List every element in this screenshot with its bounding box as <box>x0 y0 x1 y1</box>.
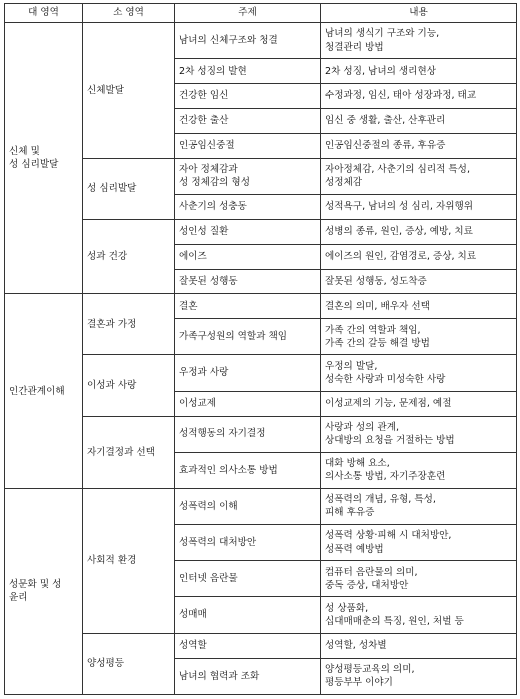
minor-area-cell <box>83 158 175 219</box>
cell-line: 윤리 <box>9 592 28 604</box>
cell-line: 2차 성징, 남녀의 생리현상 <box>325 65 436 77</box>
cell-line: 의사소통 방법, 자기주장훈련 <box>325 471 446 483</box>
cell-line: 성인성 질환 <box>179 226 229 238</box>
content-cell <box>321 319 517 355</box>
cell-line: 성 심리발달 <box>87 183 137 195</box>
cell-line: 건강한 임신 <box>179 90 229 102</box>
content-cell <box>321 23 517 59</box>
cell-line: 남녀의 생식기 구조와 기능, <box>325 28 440 40</box>
content-cell <box>321 452 517 488</box>
topic-cell <box>175 319 321 355</box>
content-cell <box>321 633 517 658</box>
cell-line: 남녀의 신체구조와 청결 <box>179 34 278 46</box>
cell-line: 결혼과 가정 <box>87 318 137 330</box>
topic-cell <box>175 269 321 294</box>
cell-line: 자기결정과 선택 <box>87 446 155 458</box>
cell-line: 수정과정, 임신, 태아 성장과정, 태교 <box>325 90 477 102</box>
header-content: 내용 <box>321 4 517 23</box>
minor-area-cell <box>83 488 175 633</box>
topic-cell <box>175 525 321 561</box>
topic-cell <box>175 658 321 695</box>
cell-line: 성적행동의 자기결정 <box>179 428 266 440</box>
content-cell <box>321 244 517 269</box>
cell-line: 가족구성원의 역할과 책임 <box>179 331 288 343</box>
cell-line: 성문화 및 성 <box>9 579 62 591</box>
cell-line: 가족 간의 갈등 해결 방법 <box>325 337 430 349</box>
cell-line: 에이즈 <box>179 250 207 262</box>
topic-cell <box>175 244 321 269</box>
cell-line: 중독 증상, 대처방안 <box>325 579 409 591</box>
content-cell <box>321 108 517 133</box>
cell-line: 자아정체감, 사춘기의 심리적 특성, <box>325 164 470 176</box>
topic-cell <box>175 59 321 84</box>
topic-cell <box>175 452 321 488</box>
content-cell <box>321 416 517 452</box>
major-area-cell <box>5 23 83 294</box>
table-body <box>5 23 517 695</box>
topic-cell <box>175 391 321 416</box>
cell-line: 양성평등 <box>87 658 125 670</box>
cell-line: 사회적 환경 <box>87 555 137 567</box>
content-cell <box>321 658 517 695</box>
cell-line: 성숙한 사랑과 미성숙한 사랑 <box>325 374 446 386</box>
minor-area-cell <box>83 219 175 294</box>
cell-line: 성 심리발달 <box>9 159 59 171</box>
cell-line: 인터넷 음란물 <box>179 573 238 585</box>
content-cell <box>321 219 517 244</box>
cell-line: 잘못된 성행동, 성도착증 <box>325 275 427 287</box>
table-row <box>5 294 517 319</box>
topic-cell <box>175 597 321 633</box>
cell-line: 임신 중 생활, 출산, 산후관리 <box>325 115 446 127</box>
cell-line: 성폭력 상황·피해 시 대처방안, <box>325 530 452 542</box>
cell-line: 성폭력의 이해 <box>179 500 238 512</box>
cell-line: 우정의 발달, <box>325 360 378 372</box>
cell-line: 인간관계이해 <box>9 385 65 397</box>
cell-line: 신체발달 <box>87 84 125 96</box>
cell-line: 컴퓨터 음란물의 의미, <box>325 566 418 578</box>
content-cell <box>321 391 517 416</box>
content-cell <box>321 561 517 597</box>
topic-cell <box>175 633 321 658</box>
content-cell <box>321 84 517 109</box>
content-cell <box>321 525 517 561</box>
header-minor-area: 소 영역 <box>83 4 175 23</box>
cell-line: 결혼 <box>179 300 198 312</box>
minor-area-cell <box>83 633 175 694</box>
curriculum-table <box>4 3 517 695</box>
cell-line: 우정과 사랑 <box>179 367 229 379</box>
cell-line: 대화 방해 요소, <box>325 458 390 470</box>
table-row <box>5 488 517 524</box>
topic-cell <box>175 84 321 109</box>
content-cell <box>321 59 517 84</box>
cell-line: 성정체감 <box>325 177 363 189</box>
topic-cell <box>175 133 321 158</box>
cell-line: 양성평등교육의 의미, <box>325 664 415 676</box>
header-row <box>5 4 517 23</box>
cell-line: 성역할 <box>179 639 207 651</box>
major-area-cell <box>5 294 83 489</box>
cell-line: 성폭력의 대처방안 <box>179 537 257 549</box>
cell-line: 잘못된 성행동 <box>179 275 238 287</box>
cell-line: 성병의 종류, 원인, 증상, 예방, 치료 <box>325 226 473 238</box>
header-topic: 주제 <box>175 4 321 23</box>
content-cell <box>321 158 517 194</box>
content-cell <box>321 597 517 633</box>
cell-line: 성매매 <box>179 609 207 621</box>
cell-line: 성폭력의 개념, 유형, 특성, <box>325 494 436 506</box>
minor-area-cell <box>83 294 175 355</box>
content-cell <box>321 488 517 524</box>
cell-line: 2차 성징의 발현 <box>179 65 247 77</box>
topic-cell <box>175 219 321 244</box>
cell-line: 인공임신중절의 종류, 후유증 <box>325 140 446 152</box>
cell-line: 효과적인 의사소통 방법 <box>179 464 278 476</box>
topic-cell <box>175 158 321 194</box>
cell-line: 성폭력 예방법 <box>325 543 384 555</box>
cell-line: 가족 간의 역할과 책임, <box>325 324 421 336</box>
topic-cell <box>175 194 321 219</box>
cell-line: 성 정체감의 형성 <box>179 177 250 189</box>
topic-cell <box>175 294 321 319</box>
cell-line: 건강한 출산 <box>179 115 229 127</box>
topic-cell <box>175 561 321 597</box>
cell-line: 이성교제 <box>179 397 217 409</box>
minor-area-cell <box>83 416 175 488</box>
content-cell <box>321 194 517 219</box>
header-major-area: 대 영역 <box>5 4 83 23</box>
cell-line: 성역할, 성차별 <box>325 639 387 651</box>
cell-line: 상대방의 요청을 거절하는 방법 <box>325 435 455 447</box>
cell-line: 남녀의 협력과 조화 <box>179 670 260 682</box>
table-row <box>5 23 517 59</box>
cell-line: 청결관리 방법 <box>325 41 384 53</box>
topic-cell <box>175 108 321 133</box>
cell-line: 피해 후유증 <box>325 507 375 519</box>
cell-line: 인공임신중절 <box>179 140 235 152</box>
cell-line: 신체 및 <box>9 145 40 157</box>
cell-line: 결혼의 의미, 배우자 선택 <box>325 300 430 312</box>
content-cell <box>321 133 517 158</box>
topic-cell <box>175 488 321 524</box>
minor-area-cell <box>83 23 175 159</box>
cell-line: 성과 건강 <box>87 250 128 262</box>
cell-line: 평등부부 이야기 <box>325 677 393 689</box>
cell-line: 십대매매춘의 특징, 원인, 처벌 등 <box>325 616 464 628</box>
cell-line: 성적욕구, 남녀의 성 심리, 자위행위 <box>325 201 474 213</box>
content-cell <box>321 269 517 294</box>
cell-line: 이성교제의 기능, 문제점, 예절 <box>325 397 452 409</box>
cell-line: 성 상품화, <box>325 602 369 614</box>
cell-line: 자아 정체감과 <box>179 164 238 176</box>
cell-line: 사춘기의 성충동 <box>179 201 247 213</box>
cell-line: 이성과 사랑 <box>87 379 137 391</box>
topic-cell <box>175 355 321 391</box>
content-cell <box>321 355 517 391</box>
major-area-cell <box>5 488 83 694</box>
cell-line: 에이즈의 원인, 감염경로, 증상, 치료 <box>325 250 477 262</box>
minor-area-cell <box>83 355 175 416</box>
cell-line: 사랑과 성의 관계, <box>325 421 400 433</box>
topic-cell <box>175 416 321 452</box>
content-cell <box>321 294 517 319</box>
topic-cell <box>175 23 321 59</box>
